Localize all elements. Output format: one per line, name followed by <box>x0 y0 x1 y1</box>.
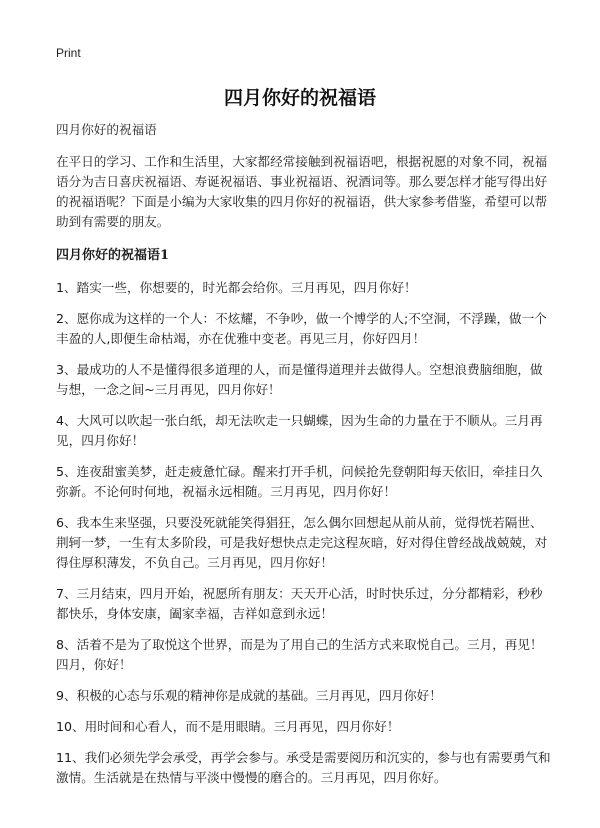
print-label: Print <box>56 46 81 60</box>
intro-paragraph: 在平日的学习、工作和生活里，大家都经常接触到祝福语吧，根据祝愿的对象不同，祝福语分为吉日喜庆祝福语、寿诞祝福语、事业祝福语、祝酒词等。那么要怎样才能写得出好的祝福语呢？下面是小编为大家收集的四月你好的祝福语，供大家参考借鉴，希望可以帮助到有需要的朋友。 <box>56 154 548 229</box>
wish-paragraph-6: 6、我本生来坚强，只要没死就能笑得猖狂，怎么偶尔回想起从前从前，觉得恍若隔世、荆轲一梦，一生有太多阶段，可是我好想快点走完这程灰暗，好对得住曾经战战兢兢，对得住厚积薄发，不负自己。三月再见，四月你好！ <box>56 515 548 570</box>
page-title: 四月你好的祝福语 <box>223 87 376 109</box>
wish-paragraph-7: 7、三月结束，四月开始，祝愿所有朋友：天天开心活，时时快乐过，分分都精彩，秒秒都快乐，身体安康，阖家幸福，吉祥如意到永远！ <box>56 586 543 621</box>
document-body <box>56 120 552 799</box>
section-heading: 四月你好的祝福语1 <box>56 248 170 263</box>
wish-paragraph-10: 10、用时间和心看人，而不是用眼睛。三月再见，四月你好！ <box>56 719 400 734</box>
document-subtitle: 四月你好的祝福语 <box>56 122 157 137</box>
wish-paragraph-8: 8、活着不是为了取悦这个世界，而是为了用自己的生活方式来取悦自己。三月，再见！四月，你好！ <box>56 637 543 672</box>
wish-paragraph-9: 9、积极的心态与乐观的精神你是成就的基础。三月再见，四月你好！ <box>56 688 442 703</box>
wish-paragraph-2: 2、愿你成为这样的一个人：不炫耀，不争吵，做一个博学的人;不空洞，不浮躁，做一个丰盈的人,即便生命枯竭，亦在优雅中变老。再见三月，你好四月！ <box>56 311 547 346</box>
wish-paragraph-1: 1、踏实一些，你想要的，时光都会给你。三月再见，四月你好！ <box>56 280 417 295</box>
wish-paragraph-11: 11、我们必须先学会承受，再学会参与。承受是需要阅历和沉实的，参与也有需要勇气和激情。生活就是在热情与平淡中慢慢的磨合的。三月再见，四月你好。 <box>56 750 551 785</box>
wish-paragraph-3: 3、最成功的人不是懂得很多道理的人，而是懂得道理并去做得人。空想浪费脑细胞，做与想，一念之间~三月再见，四月你好！ <box>56 362 543 397</box>
wish-paragraph-5: 5、连夜甜蜜美梦，赶走疲惫忙碌。醒来打开手机，问候抢先登朝阳每天依旧，牵挂日久弥新。不论何时何地，祝福永远相随。三月再见，四月你好！ <box>56 464 543 499</box>
wish-paragraph-4: 4、大风可以吹起一张白纸，却无法吹走一只蝴蝶，因为生命的力量在于不顺从。三月再见，四月你好！ <box>56 413 543 448</box>
